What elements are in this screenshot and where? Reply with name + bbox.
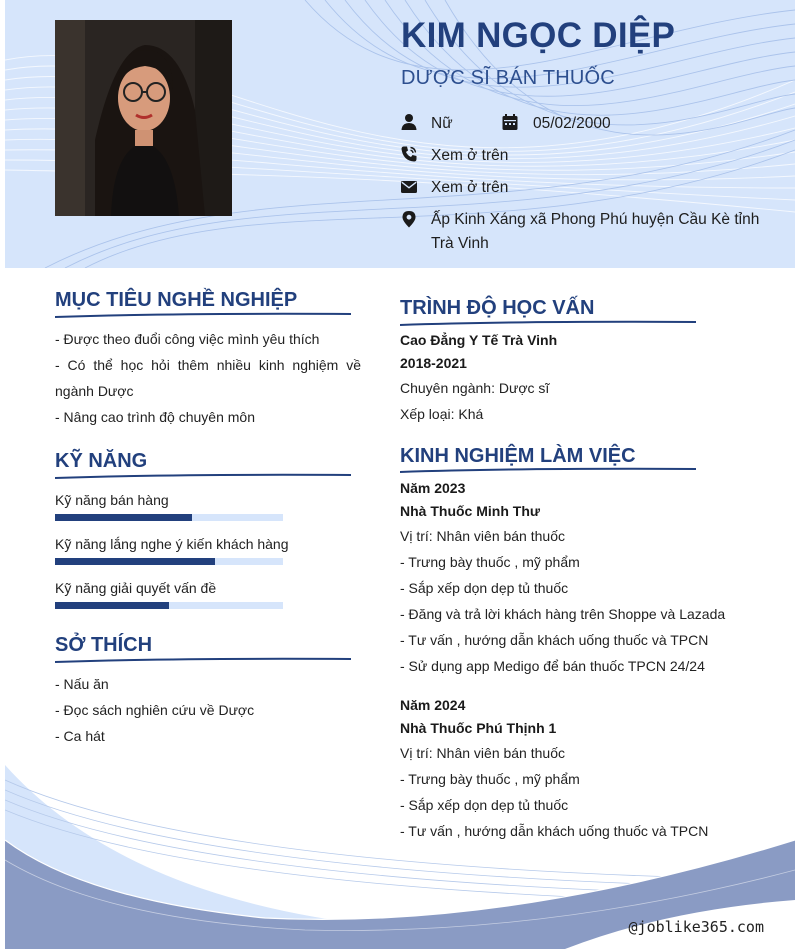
job-task: - Tư vấn , hướng dẫn khách uống thuốc và TPCN xyxy=(400,632,709,648)
hobbies-title: SỞ THÍCH xyxy=(55,634,153,656)
skill-bar xyxy=(55,602,283,609)
hobbies-underline xyxy=(55,657,351,665)
skills-underline xyxy=(55,473,351,481)
job-company: Nhà Thuốc Phú Thịnh 1 xyxy=(400,720,557,736)
calendar-icon xyxy=(501,113,519,131)
hobby-item: - Đọc sách nghiên cứu về Dược xyxy=(55,702,255,718)
education-title: TRÌNH ĐỘ HỌC VẤN xyxy=(400,297,595,319)
skill-bar-fill xyxy=(55,514,192,521)
education-major: Chuyên ngành: Dược sĩ xyxy=(400,380,550,396)
job-company: Nhà Thuốc Minh Thư xyxy=(400,503,541,519)
candidate-name: KIM NGỌC DIỆP xyxy=(401,16,676,55)
experience-underline xyxy=(400,467,696,475)
objective-line: - Được theo đuổi công việc mình yêu thích xyxy=(55,331,320,347)
experience-title: KINH NGHIỆM LÀM VIỆC xyxy=(400,445,636,467)
objective-title: MỤC TIÊU NGHỀ NGHIỆP xyxy=(55,289,298,311)
job-position: Vị trí: Nhân viên bán thuốc xyxy=(400,528,565,544)
candidate-job-title: DƯỢC SĨ BÁN THUỐC xyxy=(401,67,615,89)
job-task: - Sắp xếp dọn dẹp tủ thuốc xyxy=(400,797,569,813)
portrait-illustration xyxy=(55,20,232,216)
gender-value: Nữ xyxy=(431,115,453,132)
job-year: Năm 2024 xyxy=(400,697,466,713)
email-value: Xem ở trên xyxy=(431,179,509,196)
skill-label: Kỹ năng lắng nghe ý kiến khách hàng xyxy=(55,536,289,552)
job-task: - Đăng và trả lời khách hàng trên Shoppe và Lazada xyxy=(400,606,726,622)
education-years: 2018-2021 xyxy=(400,355,467,371)
job-task: - Trưng bày thuốc , mỹ phẩm xyxy=(400,554,580,570)
person-icon xyxy=(400,113,418,131)
phone-icon xyxy=(400,145,418,163)
skill-bar-fill xyxy=(55,558,215,565)
skill-bar-fill xyxy=(55,602,169,609)
job-position: Vị trí: Nhân viên bán thuốc xyxy=(400,745,565,761)
cv-page xyxy=(5,0,795,949)
brand-watermark: @joblike365.com xyxy=(628,918,764,936)
job-year: Năm 2023 xyxy=(400,480,466,496)
education-grade: Xếp loại: Khá xyxy=(400,406,484,422)
objective-underline xyxy=(55,312,351,320)
skills-title: KỸ NĂNG xyxy=(55,450,148,472)
hobby-item: - Ca hát xyxy=(55,728,105,744)
school-name: Cao Đẳng Y Tế Trà Vinh xyxy=(400,332,558,348)
job-task: - Sử dụng app Medigo để bán thuốc TPCN 24/24 xyxy=(400,658,705,674)
birthdate-value: 05/02/2000 xyxy=(533,115,611,132)
profile-photo xyxy=(55,20,232,216)
address-value: Ấp Kinh Xáng xã Phong Phú huyện Cầu Kè tỉnh Trà Vinh xyxy=(431,211,760,252)
skill-label: Kỹ năng bán hàng xyxy=(55,492,169,508)
phone-value: Xem ở trên xyxy=(431,147,509,164)
job-task: - Trưng bày thuốc , mỹ phẩm xyxy=(400,771,580,787)
objective-line: - Có thể học hỏi thêm nhiều kinh nghiệm về ngành Dược xyxy=(55,357,361,399)
objective-line: - Nâng cao trình độ chuyên môn xyxy=(55,409,256,425)
skill-label: Kỹ năng giải quyết vấn đề xyxy=(55,580,217,596)
skill-bar xyxy=(55,514,283,521)
email-icon xyxy=(400,178,418,196)
hobby-item: - Nấu ăn xyxy=(55,676,109,692)
job-task: - Sắp xếp dọn dẹp tủ thuốc xyxy=(400,580,569,596)
job-task: - Tư vấn , hướng dẫn khách uống thuốc và TPCN xyxy=(400,823,709,839)
skill-bar xyxy=(55,558,283,565)
location-pin-icon xyxy=(400,210,418,228)
